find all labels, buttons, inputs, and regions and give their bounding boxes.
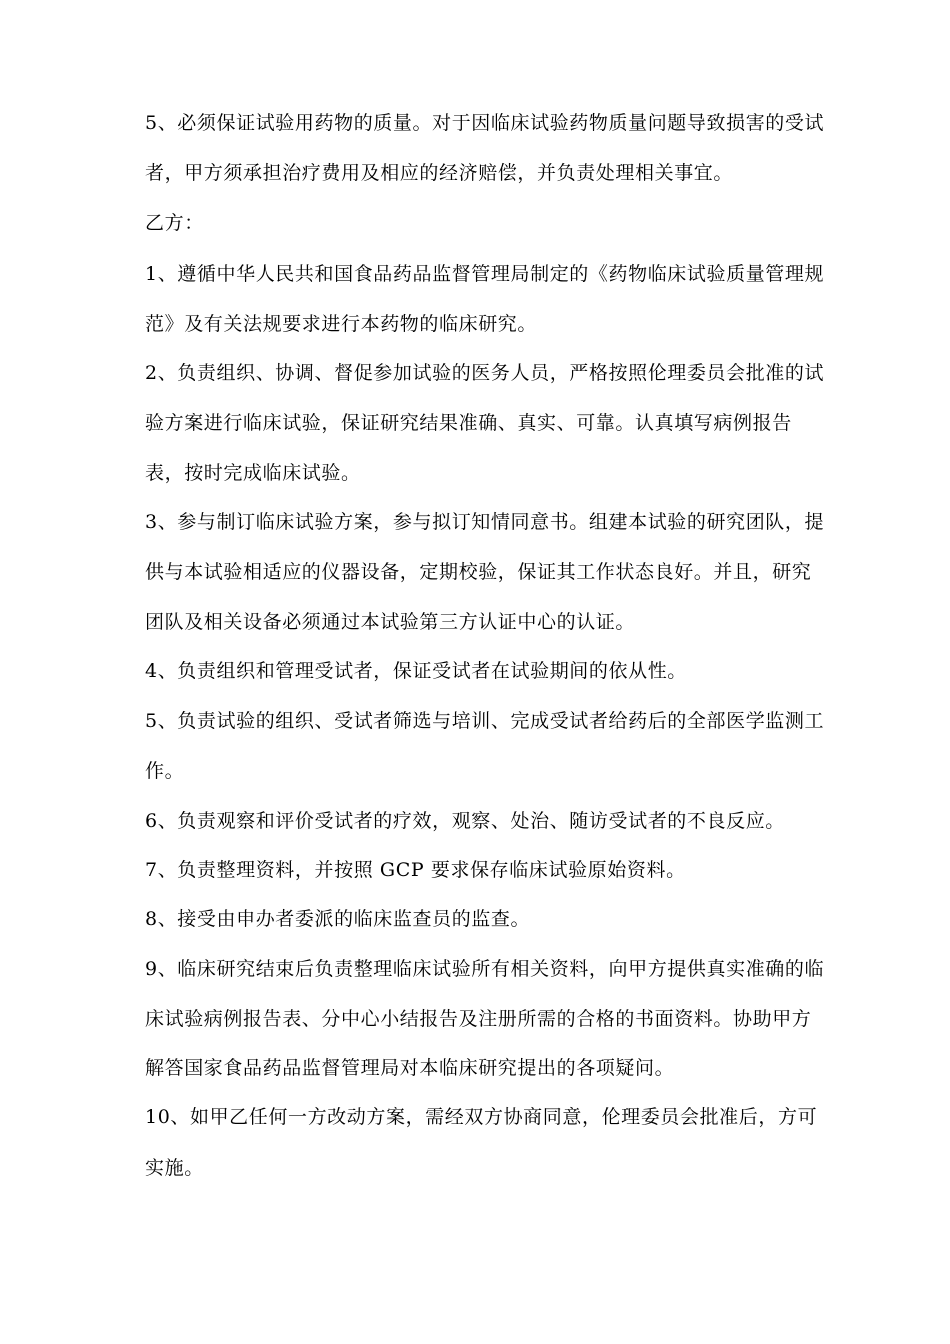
text-line: 表，按时完成临床试验。 <box>145 462 361 484</box>
text-line: 10、如甲乙任何一方改动方案，需经双方协商同意，伦理委员会批准后，方可 <box>145 1106 818 1128</box>
text-line: 5、必须保证试验用药物的质量。对于因临床试验药物质量问题导致损害的受试 <box>145 112 825 134</box>
text-line: 7、负责整理资料，并按照 GCP 要求保存临床试验原始资料。 <box>145 859 686 881</box>
text-line: 作。 <box>145 760 185 782</box>
text-line: 团队及相关设备必须通过本试验第三方认证中心的认证。 <box>145 611 636 633</box>
text-line: 者，甲方须承担治疗费用及相应的经济赔偿，并负责处理相关事宜。 <box>145 162 734 184</box>
text-line: 床试验病例报告表、分中心小结报告及注册所需的合格的书面资料。协助甲方 <box>145 1008 812 1030</box>
text-line: 供与本试验相适应的仪器设备，定期校验，保证其工作状态良好。并且，研究 <box>145 561 812 583</box>
text-line: 6、负责观察和评价受试者的疗效，观察、处治、随访受试者的不良反应。 <box>145 810 785 832</box>
text-line: 实施。 <box>145 1157 204 1179</box>
text-line: 2、负责组织、协调、督促参加试验的医务人员，严格按照伦理委员会批准的试 <box>145 362 825 384</box>
text-line: 解答国家食品药品监督管理局对本临床研究提出的各项疑问。 <box>145 1057 675 1079</box>
text-line: 8、接受由申办者委派的临床监查员的监查。 <box>145 908 531 930</box>
text-line: 范》及有关法规要求进行本药物的临床研究。 <box>145 313 538 335</box>
text-line: 3、参与制订临床试验方案，参与拟订知情同意书。组建本试验的研究团队，提 <box>145 511 825 533</box>
text-line: 4、负责组织和管理受试者，保证受试者在试验期间的依从性。 <box>145 660 687 682</box>
text-line: 验方案进行临床试验，保证研究结果准确、真实、可靠。认真填写病例报告 <box>145 412 792 434</box>
text-line: 9、临床研究结束后负责整理临床试验所有相关资料，向甲方提供真实准确的临 <box>145 958 825 980</box>
text-line: 5、负责试验的组织、受试者筛选与培训、完成受试者给药后的全部医学监测工 <box>145 710 825 732</box>
section-heading: 乙方： <box>145 212 204 234</box>
text-line: 1、遵循中华人民共和国食品药品监督管理局制定的《药物临床试验质量管理规 <box>145 263 825 285</box>
